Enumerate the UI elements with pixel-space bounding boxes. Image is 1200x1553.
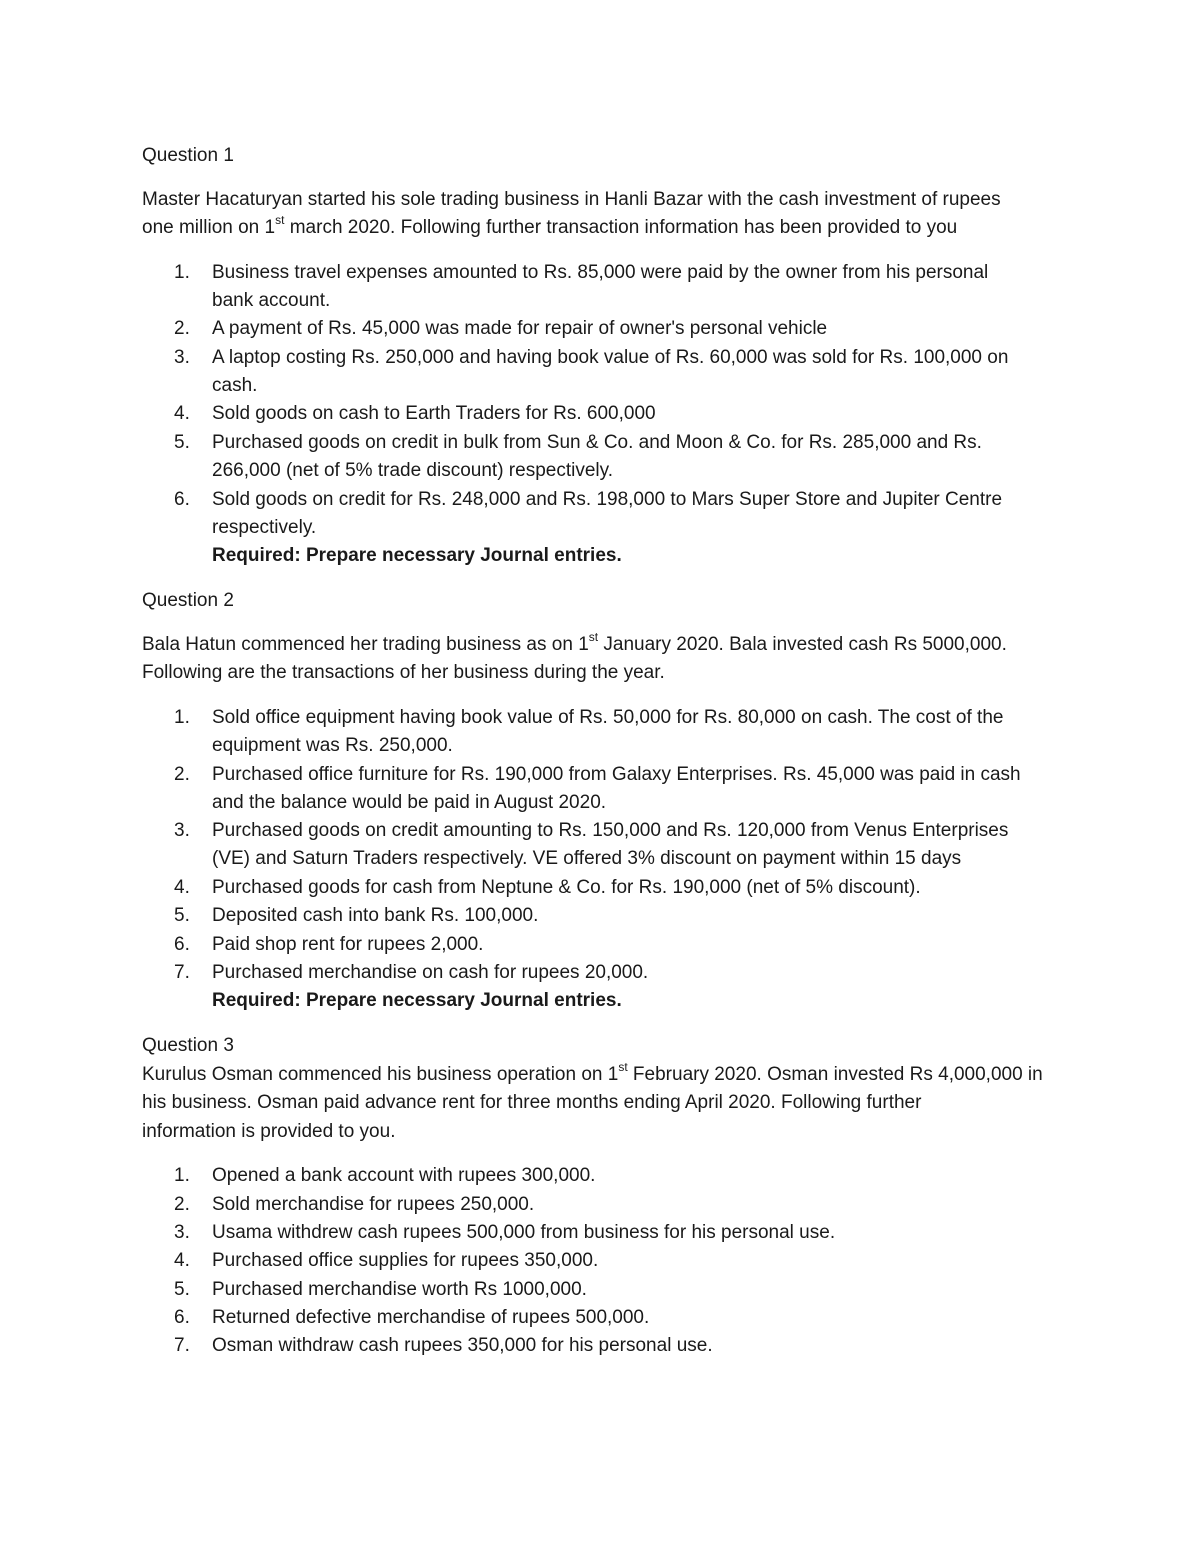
q1-item-5-number: 5. — [174, 432, 190, 453]
q3-intro-line-2: his business. Osman paid advance rent for three months ending April 2020. Following further — [142, 1092, 922, 1113]
q2-intro-line-2: Following are the transactions of her business during the year. — [142, 662, 665, 683]
q3-item-2-line-1: Sold merchandise for rupees 250,000. — [212, 1194, 535, 1215]
q1-item-3-number: 3. — [174, 347, 190, 368]
q3-intro-superscript: st — [618, 1059, 628, 1074]
q3-item-6-number: 6. — [174, 1307, 190, 1328]
q2-item-7-line-1: Purchased merchandise on cash for rupees 20,000. — [212, 962, 649, 983]
q2-item-2-line-2: and the balance would be paid in August 2020. — [212, 792, 607, 813]
q3-item-4-line-1: Purchased office supplies for rupees 350,000. — [212, 1250, 599, 1271]
q3-item-7-line-1: Osman withdraw cash rupees 350,000 for his personal use. — [212, 1335, 713, 1356]
q2-intro-line-1: Bala Hatun commenced her trading business as on 1st January 2020. Bala invested cash Rs 5000,000. — [142, 629, 1007, 655]
q3-item-1-line-1: Opened a bank account with rupees 300,000. — [212, 1165, 596, 1186]
q3-item-5-line-1: Purchased merchandise worth Rs 1000,000. — [212, 1279, 587, 1300]
q2-intro-superscript: st — [588, 629, 599, 644]
q1-item-5-line-2: 266,000 (net of 5% trade discount) respectively. — [212, 460, 613, 481]
q3-item-3-number: 3. — [174, 1222, 190, 1243]
q3-intro-line-1: Kurulus Osman commenced his business operation on 1st February 2020. Osman invested Rs 4,000,000 in — [142, 1059, 1043, 1085]
q1-heading: Question 1 — [142, 145, 234, 166]
q2-item-2-number: 2. — [174, 764, 190, 785]
q3-item-7-number: 7. — [174, 1335, 190, 1356]
q1-item-4-number: 4. — [174, 403, 190, 424]
q1-item-1-line-1: Business travel expenses amounted to Rs. 85,000 were paid by the owner from his personal — [212, 262, 989, 283]
q2-item-3-line-1: Purchased goods on credit amounting to Rs. 150,000 and Rs. 120,000 from Venus Enterprises — [212, 820, 1009, 841]
q1-intro-line-2: one million on 1st march 2020. Following further transaction information has been provided to you — [142, 212, 958, 238]
q2-item-7-number: 7. — [174, 962, 190, 983]
q2-item-4-line-1: Purchased goods for cash from Neptune & Co. for Rs. 190,000 (net of 5% discount). — [212, 877, 921, 898]
q3-item-6-line-1: Returned defective merchandise of rupees 500,000. — [212, 1307, 650, 1328]
q3-item-3-line-1: Usama withdrew cash rupees 500,000 from business for his personal use. — [212, 1222, 836, 1243]
q1-item-1-line-2: bank account. — [212, 290, 331, 311]
q1-intro-line-1: Master Hacaturyan started his sole trading business in Hanli Bazar with the cash investment of rupees — [142, 189, 1001, 210]
q2-heading: Question 2 — [142, 590, 234, 611]
q1-item-6-line-1: Sold goods on credit for Rs. 248,000 and Rs. 198,000 to Mars Super Store and Jupiter Centre — [212, 489, 1003, 510]
q2-item-1-line-2: equipment was Rs. 250,000. — [212, 735, 453, 756]
q2-required: Required: Prepare necessary Journal entries. — [212, 990, 622, 1011]
q2-item-5-number: 5. — [174, 905, 190, 926]
q1-item-1-number: 1. — [174, 262, 190, 283]
q3-heading: Question 3 — [142, 1035, 234, 1056]
q2-item-5-line-1: Deposited cash into bank Rs. 100,000. — [212, 905, 539, 926]
q2-item-3-number: 3. — [174, 820, 190, 841]
q2-item-6-number: 6. — [174, 934, 190, 955]
q2-item-1-number: 1. — [174, 707, 190, 728]
q1-required: Required: Prepare necessary Journal entries. — [212, 545, 622, 566]
q2-item-2-line-1: Purchased office furniture for Rs. 190,000 from Galaxy Enterprises. Rs. 45,000 was paid in cash — [212, 764, 1021, 785]
q1-item-5-line-1: Purchased goods on credit in bulk from Sun & Co. and Moon & Co. for Rs. 285,000 and Rs. — [212, 432, 982, 453]
q1-intro-superscript: st — [275, 212, 285, 227]
q1-item-4-line-1: Sold goods on cash to Earth Traders for Rs. 600,000 — [212, 403, 656, 424]
q2-item-6-line-1: Paid shop rent for rupees 2,000. — [212, 934, 484, 955]
q1-item-6-line-2: respectively. — [212, 517, 317, 538]
q1-item-3-line-1: A laptop costing Rs. 250,000 and having book value of Rs. 60,000 was sold for Rs. 100,000 on — [212, 347, 1009, 368]
q1-item-2-number: 2. — [174, 318, 190, 339]
q1-item-3-line-2: cash. — [212, 375, 258, 396]
q1-item-6-number: 6. — [174, 489, 190, 510]
q3-intro-line-3: information is provided to you. — [142, 1121, 396, 1142]
q2-item-3-line-2: (VE) and Saturn Traders respectively. VE offered 3% discount on payment within 15 days — [212, 848, 962, 869]
q3-item-4-number: 4. — [174, 1250, 190, 1271]
q3-item-5-number: 5. — [174, 1279, 190, 1300]
q2-item-1-line-1: Sold office equipment having book value of Rs. 50,000 for Rs. 80,000 on cash. The cost of the — [212, 707, 1004, 728]
q2-item-4-number: 4. — [174, 877, 190, 898]
q1-item-2-line-1: A payment of Rs. 45,000 was made for repair of owner's personal vehicle — [212, 318, 828, 339]
q3-item-2-number: 2. — [174, 1194, 190, 1215]
q3-item-1-number: 1. — [174, 1165, 190, 1186]
